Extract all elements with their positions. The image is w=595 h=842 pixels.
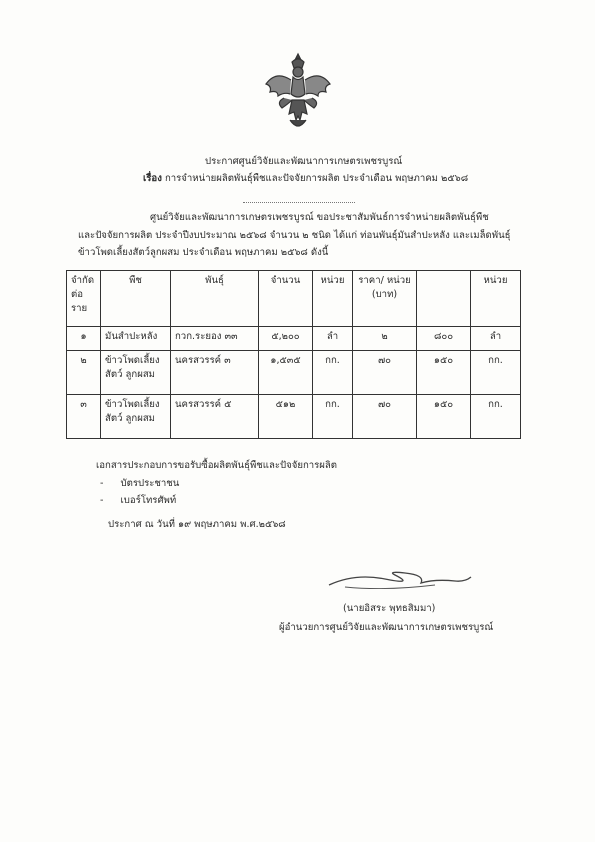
table-header-row [67,271,521,327]
cell-limit-amt: ๑๕๐ [417,351,471,395]
cell-limit: ๑ [67,327,101,351]
cell-limit-amt: ๘๐๐ [417,327,471,351]
announce-date: ประกาศ ณ วันที่ ๑๙ พฤษภาคม พ.ศ.๒๕๖๘ [108,519,286,530]
divider [243,202,355,203]
col-header-variety: พันธุ์ [171,271,259,327]
col-header-qty: จำนวน [259,271,313,327]
cell-unit: กก. [313,395,353,439]
bullet: - [100,495,104,506]
col-header-limit: จำกัด ต่อ ราย [67,271,101,327]
cell-crop: ข้าวโพดเลี้ยงสัตว์ ลูกผสม [101,351,171,395]
cell-variety: นครสวรรค์ ๓ [171,351,259,395]
cell-limit-amt: ๑๕๐ [417,395,471,439]
document-item-label: เบอร์โทรศัพท์ [120,495,177,506]
document-item-label: บัตรประชาชน [120,478,180,489]
signer-name: (นายอิสระ พุทธสิมมา) [343,603,436,614]
cell-price: ๗๐ [353,351,417,395]
documents-heading: เอกสารประกอบการขอรับซื้อผลิตพันธุ์พืชและปัจจัยการผลิต [96,460,338,471]
subject-line [143,171,468,186]
cell-variety: นครสวรรค์ ๕ [171,395,259,439]
subject-text: การจำหน่ายผลิตพันธุ์พืชและปัจจัยการผลิต ประจำเดือน พฤษภาคม ๒๕๖๘ [164,173,469,184]
col-header-crop: พืช [101,271,171,327]
page-title: ประกาศศูนย์วิจัยและพัฒนาการเกษตรเพชรบูรณ์ [205,156,403,167]
cell-unit: กก. [313,351,353,395]
cell-crop: ข้าวโพดเลี้ยงสัตว์ ลูกผสม [101,395,171,439]
body-line-2: และปัจจัยการผลิต ประจำปีงบประมาณ ๒๕๖๘ จำนวน ๒ ชนิด ได้แก่ ท่อนพันธุ์มันสำปะหลัง และเมล็ดพันธุ์ [78,230,511,241]
garuda-emblem [262,50,334,134]
bullet: - [100,478,104,489]
table-row [67,395,521,439]
cell-qty: ๑,๕๓๕ [259,351,313,395]
cell-limit: ๓ [67,395,101,439]
col-header-blank [417,271,471,327]
cell-qty: ๕,๒๐๐ [259,327,313,351]
cell-unit: ลำ [313,327,353,351]
signer-position: ผู้อำนวยการศูนย์วิจัยและพัฒนาการเกษตรเพชรบูรณ์ [279,622,494,633]
document-item [100,476,179,491]
cell-price: ๗๐ [353,395,417,439]
document-item [100,493,176,508]
cell-crop: มันสำปะหลัง [101,327,171,351]
subject-label: เรื่อง [143,173,162,184]
col-header-limit-unit: หน่วย [471,271,521,327]
col-header-unit: หน่วย [313,271,353,327]
signature-icon [325,565,475,595]
table-row [67,351,521,395]
cell-limit: ๒ [67,351,101,395]
cell-price: ๒ [353,327,417,351]
col-header-price: ราคา/ หน่วย (บาท) [353,271,417,327]
cell-variety: กวก.ระยอง ๓๓ [171,327,259,351]
body-line-3: ข้าวโพดเลี้ยงสัตว์ลูกผสม ประจำเดือน พฤษภาคม ๒๕๖๘ ดังนี้ [78,247,329,258]
cell-qty: ๕๑๒ [259,395,313,439]
cell-limit-unit: กก. [471,351,521,395]
cell-limit-unit: กก. [471,395,521,439]
table-row [67,327,521,351]
product-table [66,270,521,439]
body-line-1: ศูนย์วิจัยและพัฒนาการเกษตรเพชรบูรณ์ ขอประชาสัมพันธ์การจำหน่ายผลิตพันธุ์พืช [150,212,489,223]
cell-limit-unit: ลำ [471,327,521,351]
